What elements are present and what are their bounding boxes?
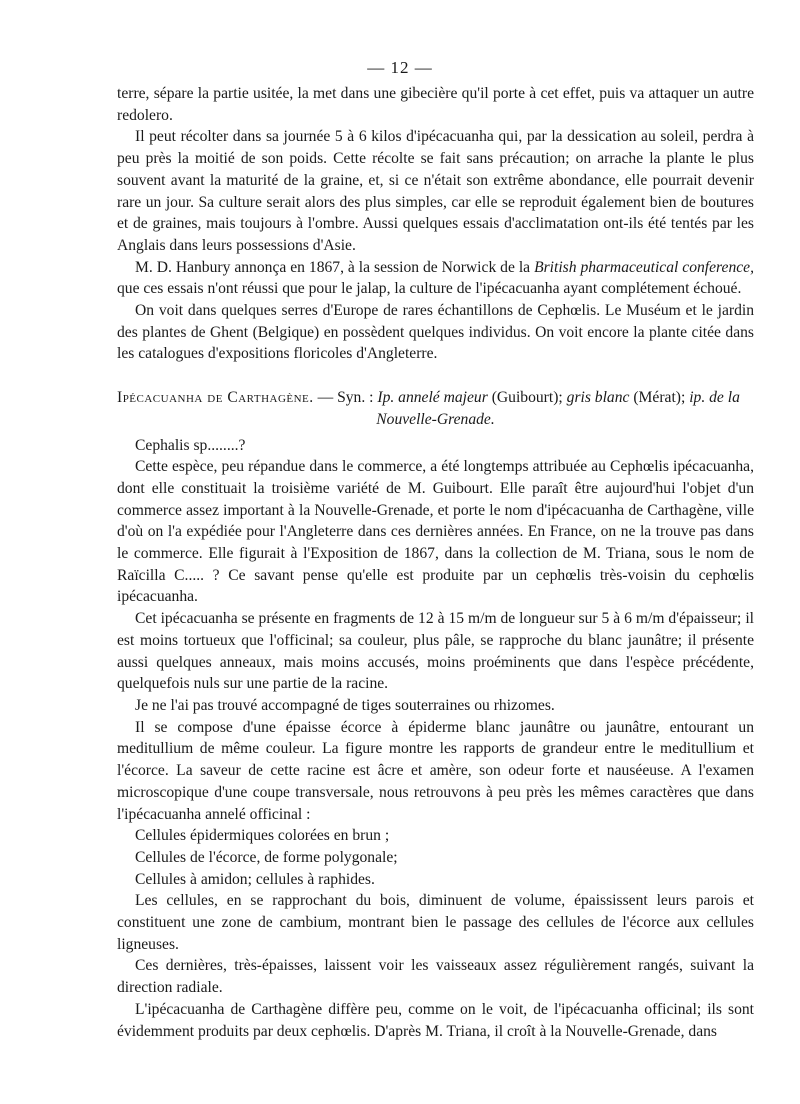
page-number: — 12 — [367, 58, 433, 77]
conference-title: British pharmaceutical conference, [534, 258, 755, 276]
paragraph: Cette espèce, peu répandue dans le commerce, a été longtemps attribuée au Cephœlis ipécacuanha, dont elle constituait la troisième variété de M. Guibourt. Elle paraît être aujourd'hui l'objet d'un commerce assez important à la Nouvelle-Grenade, et porte le nom d'ipécacuanha de Carthagène, ville d'où on l'a expédiée pour l'Angleterre dans ces dernières années. En France, on ne la trouve pas dans le commerce. Elle figurait à l'Exposition de 1867, dans la collection de M. Triana, sous le nom de Raïcilla C..... ? Ce savant pense qu'elle est produite par un cephœlis très-voisin du cephœlis ipécacuanha. [117, 458, 754, 606]
list-item: Cellules épidermiques colorées en brun ; [135, 827, 390, 845]
list-item: Cellules de l'écorce, de forme polygonale; [135, 848, 398, 866]
synonym-source: (Mérat); [629, 389, 690, 407]
paragraph: terre, sépare la partie usitée, la met dans une gibecière qu'il porte à cet effet, puis va attaquer un autre redolero. [117, 85, 754, 124]
synonym: gris blanc [566, 389, 630, 407]
body-text [117, 83, 754, 1042]
paragraph: Cephalis sp........? [135, 436, 246, 454]
paragraph: Ces dernières, très-épaisses, laissent voir les vaisseaux assez régulièrement rangés, suivant la direction radiale. [117, 957, 754, 997]
paragraph: On voit dans quelques serres d'Europe de rares échantillons de Cephœlis. Le Muséum et le jardin des plantes de Ghent (Belgique) en possèdent quelques individus. On voit encore la plante citée dans les catalogues d'expositions floricoles d'Angleterre. [117, 302, 754, 363]
synonym: Ip. annelé majeur [377, 389, 488, 407]
heading-dash: — Syn. : [313, 389, 378, 407]
paragraph: Il peut récolter dans sa journée 5 à 6 kilos d'ipécacuanha qui, par la dessication au soleil, perdra à peu près la moitié de son poids. Cette récolte se fait sans précaution; on arrache la plante le plus souvent avant la maturité de la graine, et, si ce n'était son extrême abondance, elle pourrait devenir rare un jour. Sa culture serait alors des plus simples, car elle se reproduit également bien de boutures et de graines, mais toujours à l'ombre. Aussi quelques essais d'acclimatation ont-ils été tentés par les Anglais dans leurs possessions d'Asie. [117, 128, 754, 254]
paragraph-text: M. D. Hanbury annonça en 1867, à la session de Norwick de la [135, 258, 535, 276]
heading-title: Ipécacuanha de Carthagène. [117, 389, 314, 407]
paragraph: L'ipécacuanha de Carthagène diffère peu, comme on le voit, de l'ipécacuanha officinal; ils sont évidemment produits par deux cephœlis. D'après M. Triana, il croît à la Nouvelle-Grenade, dans [117, 1000, 754, 1040]
section-heading [117, 387, 754, 430]
synonym: ip. de la [689, 389, 740, 407]
paragraph: Cet ipécacuanha se présente en fragments de 12 à 15 m/m de longueur sur 5 à 6 m/m d'épaisseur; il est moins tortueux que l'officinal; sa couleur, plus pâle, se rapproche du blanc jaunâtre; il présente aussi quelques anneaux, mais moins accusés, moins proéminents que dans l'espèce précédente, quelquefois nuls sur une partie de la racine. [117, 610, 754, 693]
paragraph: Les cellules, en se rapprochant du bois, diminuent de volume, épaississent leurs parois et constituent une zone de cambium, montrant bien le passage des cellules de l'écorce aux cellules ligneuses. [117, 892, 754, 953]
list-item: Cellules à amidon; cellules à raphides. [135, 870, 375, 888]
paragraph: Il se compose d'une épaisse écorce à épiderme blanc jaunâtre ou jaunâtre, entourant un meditullium de même couleur. La figure montre les rapports de grandeur entre le meditullium et l'écorce. La saveur de cette racine est âcre et amère, son odeur forte et nauséeuse. A l'examen microscopique d'une coupe transversale, nous retrouvons à peu près les mêmes caractères que dans l'ipécacuanha annelé officinal : [117, 718, 754, 823]
cell-list [117, 825, 754, 890]
paragraph [117, 257, 754, 300]
paragraph-text: que ces essais n'ont réussi que pour le jalap, la culture de l'ipécacuanha ayant complétement échoué. [117, 280, 742, 298]
synonym: Nouvelle-Grenade. [376, 410, 495, 428]
synonym-source: (Guibourt); [487, 389, 567, 407]
paragraph: Je ne l'ai pas trouvé accompagné de tiges souterraines ou rhizomes. [135, 696, 555, 714]
